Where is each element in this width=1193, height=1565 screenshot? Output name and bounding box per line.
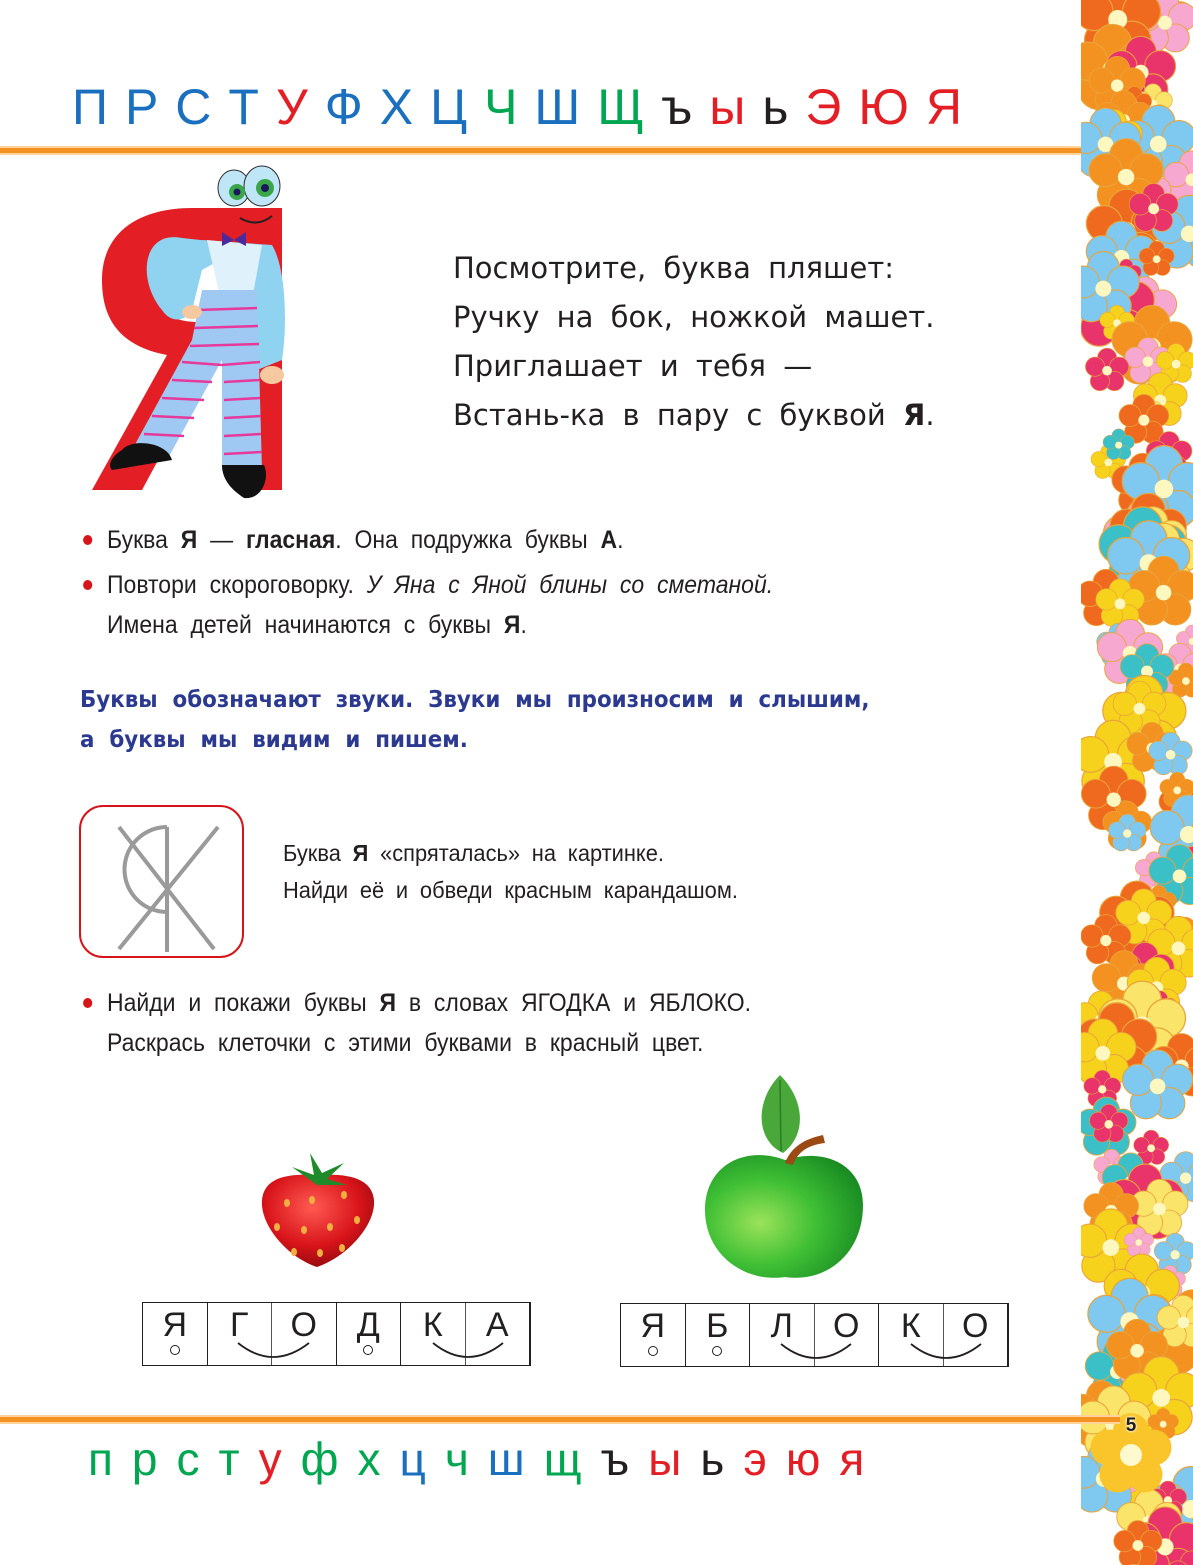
alphabet-letter: т xyxy=(218,1433,240,1485)
alphabet-letter: ю xyxy=(785,1433,821,1485)
alphabet-letter: ъ xyxy=(661,79,693,135)
alphabet-letter: Я xyxy=(925,79,962,135)
alphabet-letter: ь xyxy=(700,1433,725,1485)
alphabet-letter: у xyxy=(258,1433,282,1485)
alphabet-letter: ы xyxy=(709,79,746,135)
letter-cell[interactable]: Д xyxy=(337,1303,402,1365)
letter-cell[interactable]: К xyxy=(879,1304,944,1366)
alphabet-letter: ы xyxy=(648,1433,682,1485)
bottom-orange-rule xyxy=(0,1417,1120,1422)
alphabet-letter: ъ xyxy=(600,1433,630,1485)
letter-cell[interactable]: Б xyxy=(686,1304,751,1366)
alphabet-letter: Ф xyxy=(324,79,363,135)
alphabet-letter: Ю xyxy=(858,79,909,135)
alphabet-letter: э xyxy=(743,1433,767,1485)
alphabet-uppercase-row xyxy=(72,78,979,136)
bullet-dot-icon xyxy=(83,580,92,590)
poem-line-4: Встань-ка в пару с буквой Я. xyxy=(453,398,935,432)
alphabet-lowercase-row xyxy=(88,1432,883,1486)
puzzle-instructions: Буква Я «спряталась» на картинке. Найди её и обведи красным карандашом. xyxy=(283,840,738,903)
alphabet-letter: Т xyxy=(228,79,259,135)
alphabet-letter: ш xyxy=(487,1433,525,1485)
bullet-dot-icon xyxy=(83,535,92,545)
letter-ya-character-illustration xyxy=(72,160,332,510)
rule-note: Буквы обозначают звуки. Звуки мы произносим и слышим, а буквы мы видим и пишем. xyxy=(80,687,870,753)
letter-cell[interactable]: К xyxy=(401,1303,466,1365)
flower-border-decoration xyxy=(1081,0,1193,1565)
letter-cell[interactable]: Я xyxy=(143,1303,208,1365)
bullet-find-letters: Найди и покажи буквы Я в словах ЯГОДКА и ЯБЛОКО. Раскрась клеточки с этими буквами в красный цвет. xyxy=(107,983,751,1063)
alphabet-letter: щ xyxy=(543,1433,582,1485)
alphabet-letter: Ц xyxy=(430,79,468,135)
alphabet-letter: У xyxy=(275,79,308,135)
letter-cell[interactable]: Л xyxy=(750,1304,815,1366)
hidden-letter-puzzle[interactable] xyxy=(79,805,244,958)
letter-cell[interactable]: О xyxy=(272,1303,337,1365)
bullet-vowel-info: Буква Я — гласная. Она подружка буквы А. xyxy=(107,520,624,560)
letter-cell[interactable]: О xyxy=(815,1304,880,1366)
word-table-yabloko xyxy=(620,1303,1009,1367)
bullet-tongue-twister: Повтори скороговорку. У Яна с Яной блины со сметаной. Имена детей начинаются с буквы Я. xyxy=(107,565,773,645)
top-orange-rule xyxy=(0,148,1120,153)
page-number: 5 xyxy=(1125,1415,1137,1436)
alphabet-letter: с xyxy=(176,1433,200,1485)
alphabet-letter: п xyxy=(88,1433,113,1485)
letter-cell[interactable]: Я xyxy=(621,1304,686,1366)
alphabet-letter: ц xyxy=(399,1433,426,1485)
alphabet-letter: П xyxy=(72,79,108,135)
vowel-circle-icon xyxy=(170,1345,180,1355)
poem-line-1: Посмотрите, буква пляшет: xyxy=(453,251,895,285)
letter-cell[interactable]: Г xyxy=(208,1303,273,1365)
alphabet-letter: я xyxy=(839,1433,865,1485)
alphabet-letter: Э xyxy=(805,79,842,135)
poem xyxy=(453,244,935,440)
bullet-dot-icon xyxy=(83,998,92,1008)
alphabet-letter: Х xyxy=(379,79,414,135)
letter-cell[interactable]: О xyxy=(944,1304,1009,1366)
word-table-yagodka xyxy=(142,1302,531,1366)
alphabet-letter: х xyxy=(357,1433,381,1485)
alphabet-letter: р xyxy=(131,1433,158,1485)
flowers-icon xyxy=(1081,0,1193,1565)
alphabet-letter: Щ xyxy=(597,79,645,135)
alphabet-letter: С xyxy=(175,79,212,135)
alphabet-letter: Ч xyxy=(484,79,518,135)
alphabet-letter: ч xyxy=(444,1433,469,1485)
alphabet-letter: ь xyxy=(762,79,789,135)
letter-cell[interactable]: А xyxy=(466,1303,531,1365)
alphabet-letter: Р xyxy=(124,79,159,135)
alphabet-letter: Ш xyxy=(534,79,581,135)
poem-line-2: Ручку на бок, ножкой машет. xyxy=(453,300,935,334)
vowel-circle-icon xyxy=(648,1346,658,1356)
alphabet-letter: ф xyxy=(300,1433,339,1485)
poem-line-3: Приглашает и тебя — xyxy=(453,349,813,383)
green-apple-illustration xyxy=(695,1065,875,1285)
strawberry-illustration xyxy=(252,1145,382,1270)
hidden-ya-lines-icon xyxy=(81,807,242,956)
